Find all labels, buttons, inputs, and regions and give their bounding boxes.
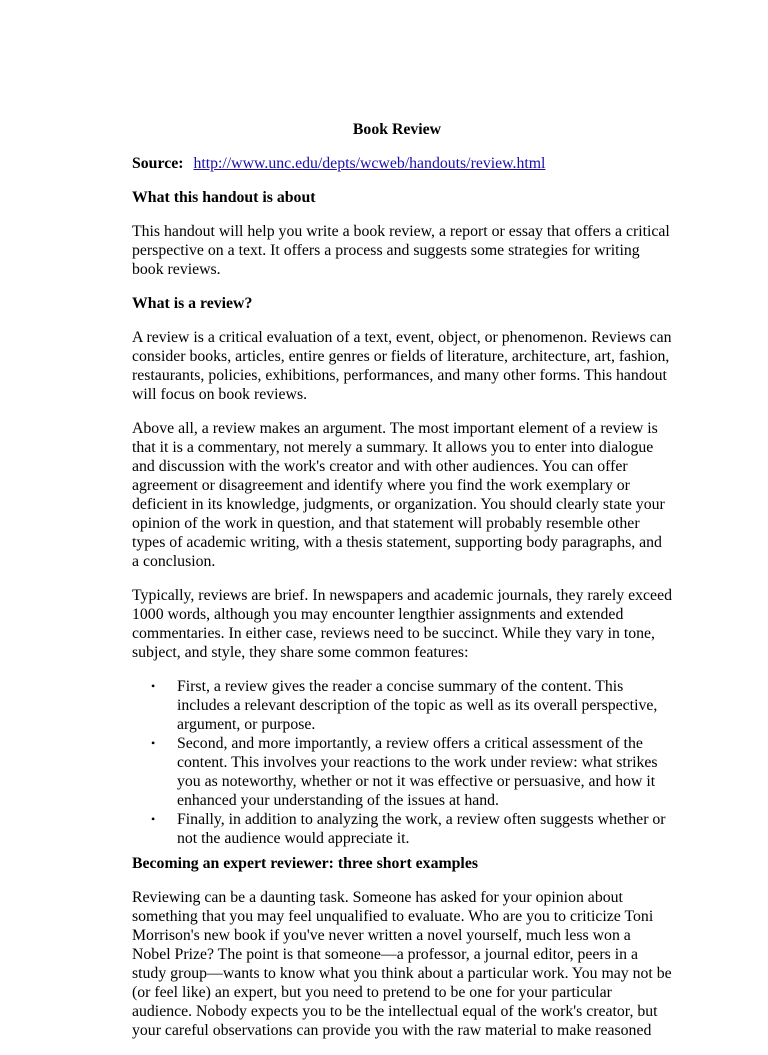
source-line	[132, 154, 545, 173]
paragraph-about: This handout will help you write a book review, a report or essay that offers a critical perspective on a text. It offers a process and suggests some strategies for writing book reviews.	[132, 223, 670, 278]
document-title: Book Review	[352, 121, 442, 138]
section-heading-expert-reviewer: Becoming an expert reviewer: three short examples	[132, 855, 478, 872]
list-item: • Second, and more importantly, a review offers a critical assessment of the content. This involves your reactions to the work under review: what strikes you as noteworthy, whether or not it was effective or persuasive, and how it enhanced your understanding of the issues at hand.	[177, 734, 672, 810]
source-link[interactable]: http://www.unc.edu/depts/wcweb/handouts/review.html	[193, 155, 546, 172]
section-heading-what-is-review: What is a review?	[132, 295, 253, 312]
list-item: • Finally, in addition to analyzing the work, a review often suggests whether or not the audience would appreciate it.	[177, 810, 672, 848]
source-label: Source:	[132, 155, 184, 172]
list-item: • First, a review gives the reader a concise summary of the content. This includes a relevant description of the topic as well as its overall perspective, argument, or purpose.	[177, 677, 672, 734]
section-heading-about: What this handout is about	[132, 189, 316, 206]
paragraph-review-argument: Above all, a review makes an argument. The most important element of a review is that it is a commentary, not merely a summary. It allows you to enter into dialogue and discussion with the work's creator and with other audiences. You can offer agreement or disagreement and identify where you find the work exemplary or deficient in its knowledge, judgments, or organization. You should clearly state your opinion of the work in question, and that statement will probably resemble other types of academic writing, with a thesis statement, supporting body paragraphs, and a conclusion.	[132, 420, 665, 570]
paragraph-review-brief: Typically, reviews are brief. In newspapers and academic journals, they rarely exceed 1000 words, although you may encounter lengthier assignments and extended commentaries. In either case, reviews need to be succinct. While they vary in tone, subject, and style, they share some common features:	[132, 587, 672, 661]
features-list	[132, 677, 672, 848]
paragraph-review-definition: A review is a critical evaluation of a text, event, object, or phenomenon. Reviews can consider books, articles, entire genres or fields of literature, architecture, art, fashion, restaurants, policies, exhibitions, performances, and many other forms. This handout will focus on book reviews.	[132, 329, 672, 403]
paragraph-expert-reviewer: Reviewing can be a daunting task. Someone has asked for your opinion about something that you may feel unqualified to evaluate. Who are you to criticize Toni Morrison's new book if you've never written a novel yourself, much less won a Nobel Prize? The point is that someone—a professor, a journal editor, peers in a study group—wants to know what you think about a particular work. You may not be (or feel like) an expert, but you need to pretend to be one for your particular audience. Nobody expects you to be the intellectual equal of the work's creator, but your careful observations can provide you with the raw material to make reasoned	[132, 889, 672, 1039]
document-body	[132, 188, 672, 1055]
